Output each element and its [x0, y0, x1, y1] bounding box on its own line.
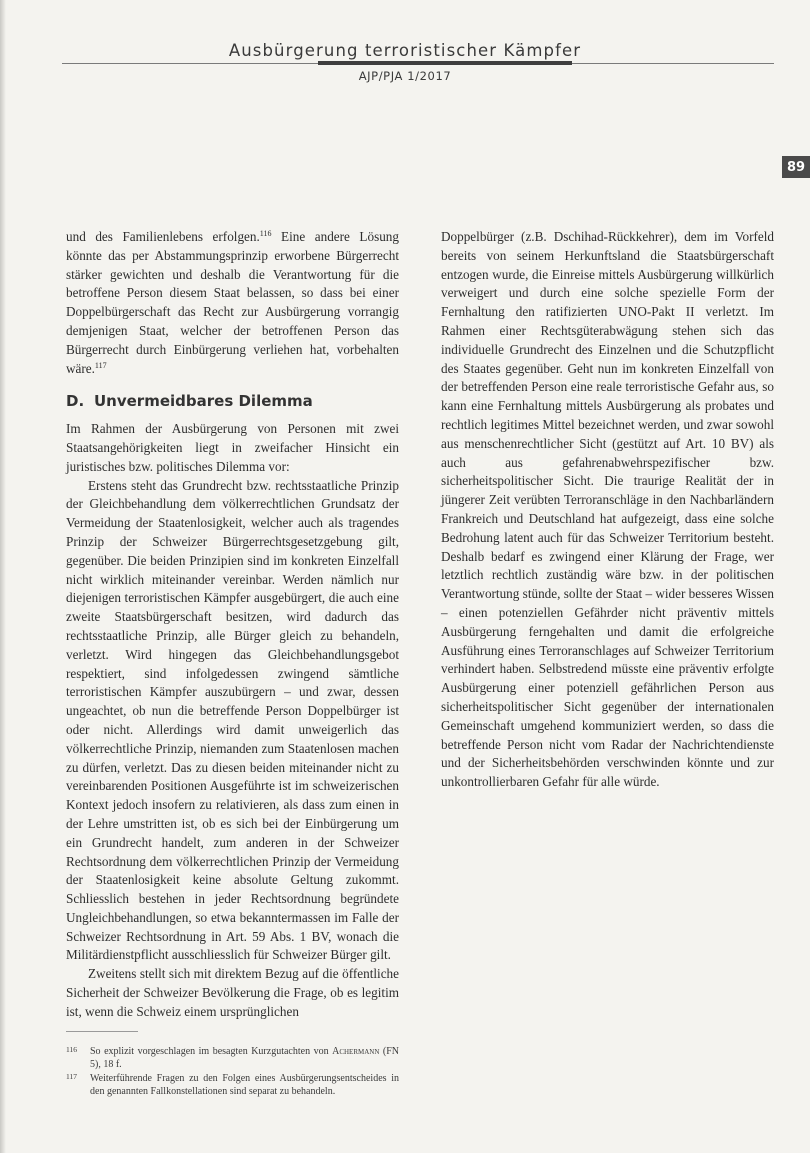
footnotes — [66, 1045, 399, 1099]
paragraph: und des Familienlebens erfolgen.$^{116}$ Eine andere Lösung könnte das per Abstammungsprinzip erworbene Bürgerrecht stärker gewichten und deshalb die Verantwortung für die betroffene Person diesem Staat belassen, so dass bei einer Doppelbürgerschaft das Recht zur Ausbürgerung vorrangig demjenigen Staat, welcher der betroffenen Person das Bürgerrecht durch Einbürgerung verliehen hat, vorbehalten wäre.$^{117}$ — [66, 229, 399, 376]
footnote-ref[interactable]: 116 — [259, 229, 272, 238]
section-number: D. — [66, 392, 85, 411]
header-rule-accent — [318, 61, 572, 65]
paragraph: Erstens steht das Grundrecht bzw. rechtsstaatliche Prinzip der Gleichbehandlung dem völkerrechtlichen Grundsatz der Vermeidung der Staatenlosigkeit, welcher auch als tragendes Prinzip der Schweizer Bürgerrechtsgesetzgebung gilt, gegenüber. Die beiden Prinzipien sind im konkreten Einzelfall nicht wirklich miteinander vereinbar. Werden nämlich nur diejenigen terroristischen Kämpfer ausgebürgert, die auch eine zweite Staatsbürgerschaft besitzen, wird dadurch das rechtsstaatliche Prinzip, alle Bürger gleich zu behandeln, verletzt. Wird hingegen das Gleichbehandlungsgebot respektiert, sind infolgedessen zwingend sämtliche terroristischen Kämpfer auszubürgern – und zwar, dessen ungeachtet, ob nun die betreffende Person Doppelbürger ist oder nicht. Allerdings wird damit unweigerlich das völkerrechtliche Prinzip, niemanden zum Staatenlosen machen zu dürfen, verletzt. Das zu diesen beiden miteinander nicht zu vereinbarenden Positionen Ausgeführte ist im schweizerischen Kontext jedoch insofern zu relativieren, als dass zum einen in der Lehre umstritten ist, ob es sich bei der Einbürgerung um ein Grundrecht handelt, zum anderen in der Schweizer Rechtsordnung dem völkerrechtlichen Prinzip der Vermeidung der Staatenlosigkeit keine absolute Geltung zukommt. Schliesslich bestehen in jeder Rechtsordnung begründete Ungleichbehandlungen, so etwa bekanntermassen im Falle der Schweizer Rechtsordnung in Art. 59 Abs. 1 BV, wonach die Militärdienstpflicht ausschliesslich für Schweizer Bürger gilt. — [66, 477, 399, 963]
footnote-number: 117 — [66, 1071, 77, 1081]
running-header-title: Ausbürgerung terroristischer Kämpfer — [228, 41, 582, 60]
section-title: Unvermeidbares Dilemma — [94, 392, 313, 411]
right-column — [441, 228, 774, 792]
author-name: Achermann — [332, 1046, 380, 1057]
left-column — [66, 228, 399, 1022]
footnote-number: 116 — [66, 1045, 77, 1054]
page-number-badge: 89 — [782, 156, 810, 178]
footnote-rule — [66, 1031, 138, 1032]
footnote: 116 So explizit vorgeschlagen im besagten Kurzgutachten von Achermann (FN 5), 18 f. — [66, 1045, 399, 1071]
footnote: 117 Weiterführende Fragen zu den Folgen eines Ausbürgerungsentscheides in den genannten Fallkonstellationen sind separat zu behandeln. — [66, 1071, 399, 1098]
paragraph: Zweitens stellt sich mit direktem Bezug auf die öffentliche Sicherheit der Schweizer Bevölkerung die Frage, ob es legitim ist, wenn die Schweiz einem ursprünglichen — [66, 966, 399, 1019]
paragraph: Im Rahmen der Ausbürgerung von Personen mit zwei Staatsangehörigkeiten liegt in zweifacher Hinsicht ein juristisches bzw. politisches Dilemma vor: — [66, 421, 399, 474]
section-heading — [66, 392, 399, 411]
paragraph: Doppelbürger (z.B. Dschihad-Rückkehrer), dem im Vorfeld bereits von seinem Herkunftsland die Staatsbürgerschaft entzogen wurde, die Einreise mittels Ausbürgerung willkürlich verweigert und durch eine solche spezielle Form der Fernhaltung den ratifizierten UNO-Pakt II verletzt. Im Rahmen einer Rechtsgüterabwägung stehen sich das individuelle Grundrecht des Einzelnen und die Schutzpflicht des Staates gegenüber. Geht nun im konkreten Einzelfall von der betreffenden Person eine reale terroristische Gefahr aus, so kann eine Fernhaltung mittels Ausbürgerung als probates und rechtlich legitimes Mittel bezeichnet werden, und zwar sowohl aus menschenrechtlicher Sicht (gestützt auf Art. 10 BV) als auch aus gefahrenabwehrspezifischer bzw. sicherheitspolitischer Sicht. Die traurige Realität der in jüngerer Zeit verübten Terroranschläge in den Nachbarländern Frankreich und Deutschland hat aufgezeigt, dass eine solche Bedrohung latent auch für das Schweizer Territorium besteht. Deshalb bedarf es zwingend einer Klärung der Frage, wer letztlich rechtlich zuständig wäre bzw. in der politischen Verantwortung stünde, sollte der Staat – wider besseres Wissen – einen potenziellen Gefährder nicht präventiv mittels Ausbürgerung ferngehalten und damit die erfolgreiche Ausführung eines Terroranschlages auf Schweizer Territorium verhindert haben. Selbstredend müsste eine präventiv erfolgte Ausbürgerung einer potenziell gefährlichen Person aus sicherheitspolitischer Sicht gegenüber der internationalen Gemeinschaft umgehend kommuniziert werden, so dass die betreffende Person nicht vom Radar der Nachrichtendienste und der Sicherheitsbehörden verschwinden könnte und zur unkontrollierbaren Gefahr für alle würde. — [441, 229, 774, 790]
page-edge-shadow — [0, 0, 6, 1153]
journal-issue: AJP/PJA 1/2017 — [358, 69, 452, 83]
footnote-ref[interactable]: 117 — [94, 360, 107, 370]
